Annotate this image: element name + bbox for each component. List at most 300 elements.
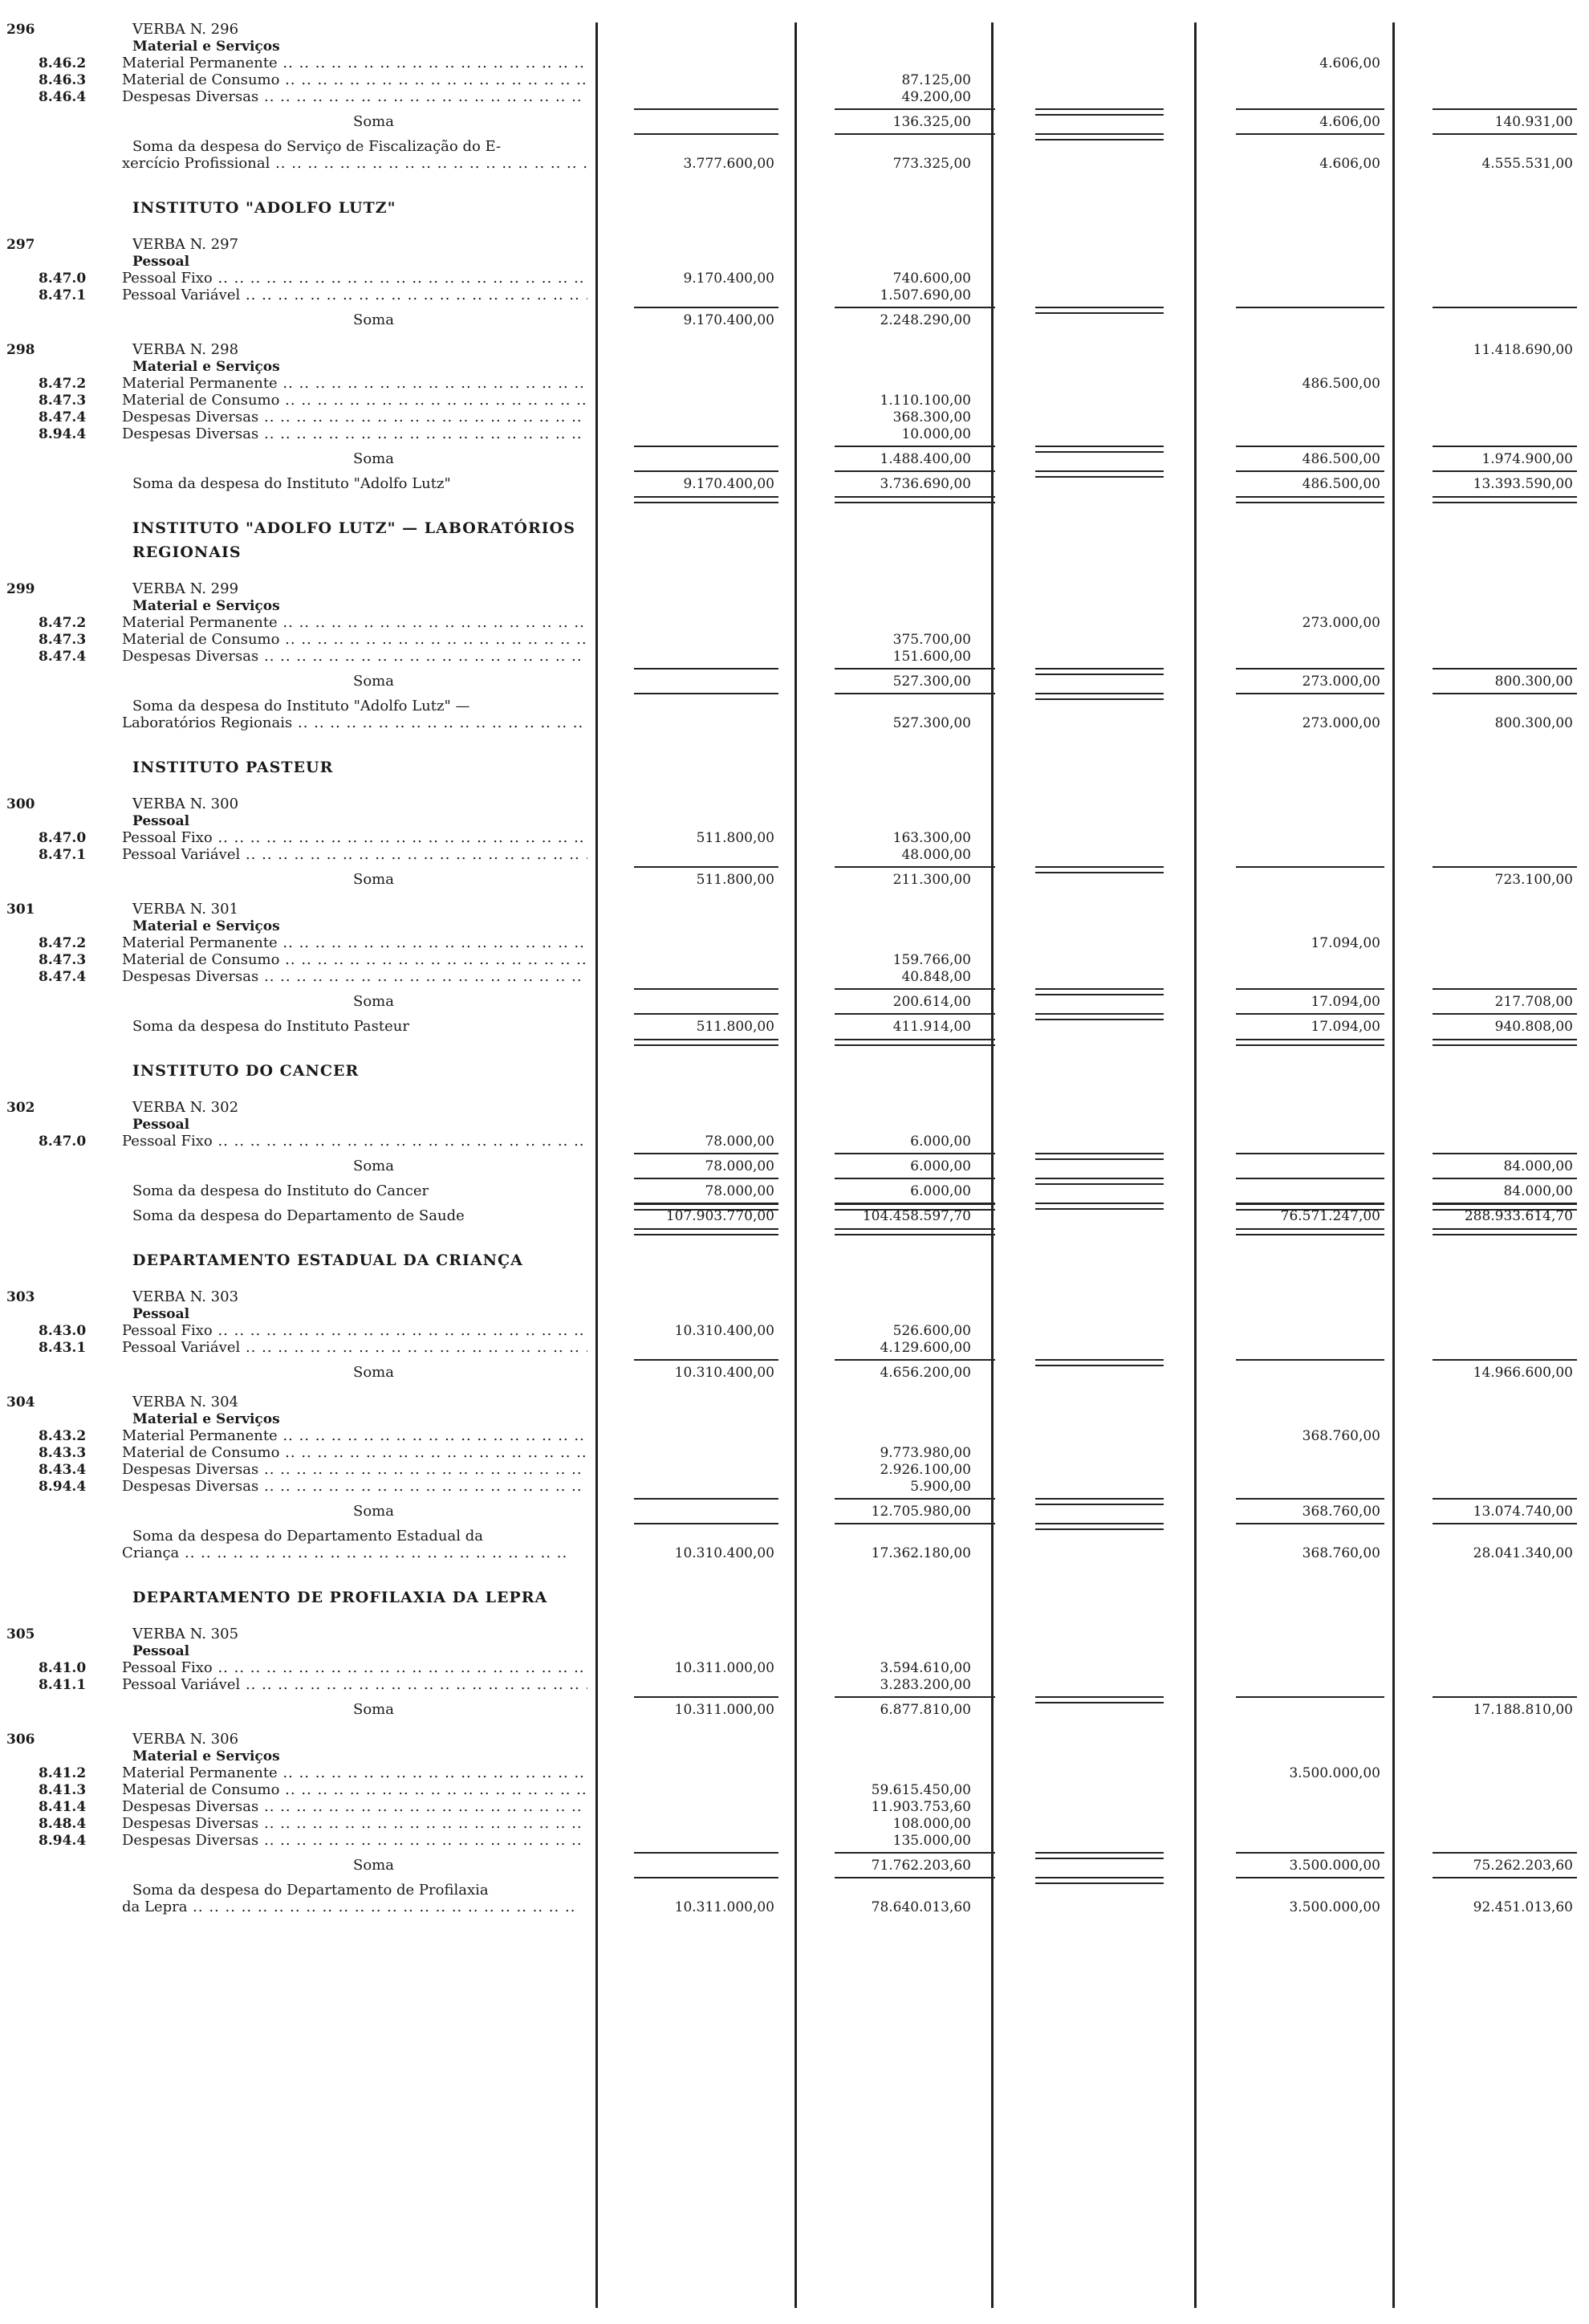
soma-label: Soma (353, 311, 394, 328)
item-code: 8.46.3 (39, 72, 87, 88)
subtotal-row (0, 673, 1589, 690)
soma-label: Soma (353, 113, 394, 130)
total-rule (835, 1523, 995, 1524)
total-rule (1433, 496, 1577, 503)
total-rule (835, 133, 995, 135)
item-label: Despesas Diversas .. .. (122, 1815, 587, 1833)
subtotal-row (0, 450, 1589, 468)
total-rule (1236, 866, 1384, 868)
category-heading: Pessoal (132, 254, 190, 270)
amount-c4: 3.500.000,00 (1289, 1858, 1380, 1874)
total-rule (1236, 133, 1384, 135)
amount-c1: 9.170.400,00 (683, 312, 774, 328)
verba-number: 304 (6, 1394, 35, 1410)
total-rule (634, 470, 778, 472)
line-item-row (0, 1322, 1589, 1340)
total-rule (1433, 133, 1577, 135)
item-code: 8.46.2 (39, 55, 87, 71)
total-rule (634, 1178, 778, 1179)
line-item-row (0, 1018, 1589, 1036)
item-code: 8.47.0 (39, 830, 87, 846)
amount-c2: 1.507.690,00 (880, 287, 971, 303)
verba-heading: VERBA N. 298 (132, 341, 239, 358)
amount-c2: 10.000,00 (901, 426, 971, 442)
item-label: Criança .. .. (122, 1545, 587, 1562)
item-code: 8.41.2 (39, 1765, 87, 1781)
line-item-row (0, 1882, 1589, 1899)
total-rule (1236, 1203, 1384, 1204)
item-label: Material de Consumo .. .. (122, 1444, 587, 1462)
item-label: Material Permanente .. .. (122, 1427, 587, 1445)
line-item-row (0, 425, 1589, 443)
total-rule (1035, 446, 1164, 453)
total-rule (835, 866, 995, 868)
total-rule (1433, 988, 1577, 990)
section-title: INSTITUTO PASTEUR (132, 759, 334, 776)
amount-c5: 14.966.600,00 (1473, 1365, 1573, 1381)
amount-c2: 375.700,00 (892, 632, 971, 648)
amount-c2: 49.200,00 (901, 89, 971, 105)
line-item-row (0, 1288, 1589, 1306)
category-heading: Pessoal (132, 1643, 190, 1659)
verba-number: 301 (6, 902, 35, 918)
line-item-row (0, 270, 1589, 287)
item-label: Despesas Diversas .. .. (122, 425, 587, 443)
total-rule (835, 1696, 995, 1698)
amount-c2: 740.600,00 (892, 271, 971, 287)
category-heading: Material e Serviços (132, 1411, 280, 1427)
amount-c5: 17.188.810,00 (1473, 1702, 1573, 1718)
amount-c4: 3.500.000,00 (1289, 1765, 1380, 1781)
line-item-row (0, 614, 1589, 632)
item-code: 8.47.2 (39, 376, 87, 392)
total-rule (1035, 866, 1164, 873)
amount-c2: 527.300,00 (892, 715, 971, 731)
total-rule (1035, 1178, 1164, 1185)
item-code: 8.41.3 (39, 1782, 87, 1798)
item-code: 8.47.0 (39, 271, 87, 287)
verba-number: 300 (6, 796, 35, 812)
item-label: da Lepra .. .. (122, 1899, 587, 1916)
amount-c2: 48.000,00 (901, 847, 971, 863)
amount-c2: 71.762.203,60 (871, 1858, 971, 1874)
line-item-row (0, 1626, 1589, 1643)
section-title-row (0, 1589, 1589, 1606)
amount-c5: 13.393.590,00 (1473, 476, 1573, 492)
category-heading: Pessoal (132, 1306, 190, 1322)
item-label: Laboratórios Regionais .. .. (122, 714, 587, 732)
line-item-row (0, 901, 1589, 918)
total-rule (1236, 1359, 1384, 1361)
section-title: DEPARTAMENTO DE PROFILAXIA DA LEPRA (132, 1589, 548, 1606)
amount-c2: 4.656.200,00 (880, 1365, 971, 1381)
line-item-row (0, 918, 1589, 935)
item-code: 8.47.2 (39, 615, 87, 631)
amount-c2: 159.766,00 (892, 952, 971, 968)
total-label: Soma da despesa do Instituto "Adolfo Lutz" (132, 475, 451, 492)
total-label: Soma da despesa do Departamento de Saude (132, 1207, 465, 1224)
item-code: 8.47.0 (39, 1134, 87, 1150)
total-rule (835, 307, 995, 308)
amount-c1: 10.311.000,00 (674, 1702, 774, 1718)
total-rule (634, 988, 778, 990)
amount-c5: 800.300,00 (1494, 715, 1573, 731)
amount-c5: 288.933.614,70 (1464, 1208, 1573, 1224)
total-rule (1236, 988, 1384, 990)
line-item-row (0, 829, 1589, 847)
amount-c1: 3.777.600,00 (683, 156, 774, 172)
total-rule (835, 108, 995, 110)
item-label: Despesas Diversas .. .. (122, 1798, 587, 1816)
total-rule (634, 1696, 778, 1698)
line-item-row (0, 1427, 1589, 1445)
total-rule (634, 307, 778, 308)
amount-c2: 368.300,00 (892, 409, 971, 425)
line-item-row (0, 714, 1589, 732)
verba-heading: VERBA N. 304 (132, 1394, 239, 1410)
line-item-row (0, 1478, 1589, 1496)
item-label: Pessoal Fixo .. .. (122, 270, 587, 287)
line-item-row (0, 968, 1589, 986)
item-label: Pessoal Fixo .. .. (122, 829, 587, 847)
soma-label: Soma (353, 993, 394, 1010)
item-label: Material de Consumo .. .. (122, 631, 587, 649)
total-rule (1433, 1178, 1577, 1179)
subtotal-row (0, 1701, 1589, 1719)
amount-c2: 104.458.597,70 (862, 1208, 971, 1224)
total-rule (835, 1039, 995, 1046)
amount-c2: 59.615.450,00 (871, 1782, 971, 1798)
amount-c5: 940.808,00 (1494, 1019, 1573, 1035)
verba-number: 306 (6, 1732, 35, 1748)
item-code: 8.41.1 (39, 1677, 87, 1693)
verba-heading: VERBA N. 297 (132, 236, 239, 253)
line-item-row (0, 698, 1589, 715)
item-label: Material Permanente .. .. (122, 934, 587, 952)
amount-c5: 92.451.013,60 (1473, 1899, 1573, 1915)
total-rule (1236, 1877, 1384, 1878)
category-heading: Pessoal (132, 813, 190, 829)
total-rule (1433, 446, 1577, 447)
amount-c2: 3.283.200,00 (880, 1677, 971, 1693)
amount-c2: 6.000,00 (910, 1183, 971, 1199)
amount-c2: 163.300,00 (892, 830, 971, 846)
line-item-row (0, 1207, 1589, 1225)
item-code: 8.46.4 (39, 89, 87, 105)
total-rule (1433, 1228, 1577, 1235)
line-item-row (0, 796, 1589, 813)
total-rule (1433, 1203, 1577, 1204)
item-label: Pessoal Fixo .. .. (122, 1133, 587, 1150)
amount-c2: 411.914,00 (892, 1019, 971, 1035)
total-rule (1433, 1523, 1577, 1524)
item-label: Material de Consumo .. .. (122, 392, 587, 409)
total-rule (835, 1359, 995, 1361)
total-rule (634, 1359, 778, 1361)
line-item-row (0, 236, 1589, 254)
category-heading: Pessoal (132, 1117, 190, 1133)
item-code: 8.47.4 (39, 409, 87, 425)
amount-c4: 486.500,00 (1302, 451, 1380, 467)
total-rule (634, 496, 778, 503)
line-item-row (0, 55, 1589, 72)
total-rule (835, 693, 995, 694)
total-rule (634, 1153, 778, 1154)
total-rule (1433, 1498, 1577, 1500)
amount-c2: 78.640.013,60 (871, 1899, 971, 1915)
total-rule (835, 1498, 995, 1500)
total-rule (1236, 1178, 1384, 1179)
line-item-row (0, 1815, 1589, 1833)
total-rule (1433, 866, 1577, 868)
total-rule (1433, 668, 1577, 670)
amount-c5: 28.041.340,00 (1473, 1545, 1573, 1561)
total-rule (634, 1013, 778, 1015)
total-label: Soma da despesa do Departamento de Profilaxia (132, 1882, 489, 1899)
verba-heading: VERBA N. 302 (132, 1099, 239, 1116)
total-rule (634, 1523, 778, 1524)
amount-c2: 527.300,00 (892, 674, 971, 690)
item-code: 8.43.2 (39, 1428, 87, 1444)
total-rule (835, 446, 995, 447)
verba-number: 299 (6, 581, 35, 597)
amount-c4: 368.760,00 (1302, 1428, 1380, 1444)
total-rule (835, 496, 995, 503)
total-label: Soma da despesa do Instituto Pasteur (132, 1018, 409, 1035)
total-rule (1035, 1359, 1164, 1366)
total-rule (1433, 693, 1577, 694)
item-code: 8.41.0 (39, 1660, 87, 1676)
amount-c5: 140.931,00 (1494, 114, 1573, 130)
line-item-row (0, 1798, 1589, 1816)
total-rule (1236, 693, 1384, 694)
soma-label: Soma (353, 1701, 394, 1718)
line-item-row (0, 648, 1589, 665)
line-item-row (0, 358, 1589, 376)
total-rule (1433, 1852, 1577, 1854)
verba-heading: VERBA N. 305 (132, 1626, 239, 1642)
amount-c4: 368.760,00 (1302, 1504, 1380, 1520)
line-item-row (0, 1764, 1589, 1782)
soma-label: Soma (353, 871, 394, 888)
soma-label: Soma (353, 1857, 394, 1874)
total-rule (1236, 1523, 1384, 1524)
total-rule (634, 1852, 778, 1854)
amount-c2: 9.773.980,00 (880, 1445, 971, 1461)
item-label: Despesas Diversas .. .. (122, 1461, 587, 1479)
soma-label: Soma (353, 1503, 394, 1520)
verba-number: 298 (6, 342, 35, 358)
amount-c2: 11.903.753,60 (871, 1799, 971, 1815)
total-rule (634, 866, 778, 868)
amount-c2: 136.325,00 (892, 114, 971, 130)
amount-c5: 800.300,00 (1494, 674, 1573, 690)
amount-c5: 1.974.900,00 (1481, 451, 1573, 467)
amount-c5: 11.418.690,00 (1473, 342, 1573, 358)
line-item-row (0, 88, 1589, 106)
amount-c2: 87.125,00 (901, 72, 971, 88)
total-rule (1035, 668, 1164, 675)
line-item-row (0, 392, 1589, 409)
total-rule (1035, 133, 1164, 140)
item-code: 8.94.4 (39, 426, 87, 442)
total-rule (835, 1153, 995, 1154)
item-code: 8.47.4 (39, 649, 87, 665)
amount-c1: 511.800,00 (696, 830, 774, 846)
total-rule (1035, 1153, 1164, 1160)
total-rule (1035, 988, 1164, 995)
line-item-row (0, 1116, 1589, 1134)
line-item-row (0, 951, 1589, 969)
total-rule (1236, 446, 1384, 447)
item-label: Material Permanente .. .. (122, 55, 587, 72)
total-rule (1236, 1153, 1384, 1154)
total-rule (1035, 693, 1164, 700)
section-title-row (0, 759, 1589, 776)
amount-c2: 12.705.980,00 (871, 1504, 971, 1520)
total-rule (1236, 1852, 1384, 1854)
item-code: 8.47.3 (39, 393, 87, 409)
item-code: 8.43.4 (39, 1462, 87, 1478)
verba-number: 305 (6, 1626, 35, 1642)
amount-c2: 6.000,00 (910, 1158, 971, 1174)
amount-c2: 6.000,00 (910, 1134, 971, 1150)
item-label: Material de Consumo .. .. (122, 951, 587, 969)
amount-c2: 151.600,00 (892, 649, 971, 665)
total-rule (835, 1877, 995, 1878)
category-heading: Material e Serviços (132, 918, 280, 934)
verba-heading: VERBA N. 299 (132, 580, 239, 597)
item-code: 8.43.1 (39, 1340, 87, 1356)
amount-c2: 200.614,00 (892, 994, 971, 1010)
amount-c1: 107.903.770,00 (665, 1208, 774, 1224)
item-label: Pessoal Variável .. .. (122, 1339, 587, 1357)
verba-number: 303 (6, 1289, 35, 1305)
total-rule (1035, 307, 1164, 314)
amount-c2: 773.325,00 (892, 156, 971, 172)
line-item-row (0, 1748, 1589, 1765)
subtotal-row (0, 1503, 1589, 1520)
total-rule (1035, 1203, 1164, 1210)
total-rule (835, 1852, 995, 1854)
item-label: Despesas Diversas .. .. (122, 88, 587, 106)
line-item-row (0, 341, 1589, 359)
total-rule (1035, 108, 1164, 116)
subtotal-row (0, 871, 1589, 889)
total-rule (1236, 1696, 1384, 1698)
subtotal-row (0, 113, 1589, 131)
amount-c5: 13.074.740,00 (1473, 1504, 1573, 1520)
amount-c1: 78.000,00 (705, 1134, 774, 1150)
item-label: Material Permanente .. .. (122, 375, 587, 393)
line-item-row (0, 475, 1589, 493)
line-item-row (0, 1528, 1589, 1545)
total-rule (1236, 1039, 1384, 1046)
amount-c2: 211.300,00 (892, 872, 971, 888)
amount-c4: 17.094,00 (1311, 1019, 1380, 1035)
amount-c1: 9.170.400,00 (683, 271, 774, 287)
item-label: Despesas Diversas .. .. (122, 1832, 587, 1850)
line-item-row (0, 1642, 1589, 1660)
line-item-row (0, 253, 1589, 271)
verba-heading: VERBA N. 300 (132, 796, 239, 812)
total-rule (835, 1203, 995, 1204)
item-code: 8.47.1 (39, 287, 87, 303)
total-rule (1433, 108, 1577, 110)
item-code: 8.47.4 (39, 969, 87, 985)
item-code: 8.41.4 (39, 1799, 87, 1815)
total-rule (835, 1228, 995, 1235)
total-rule (1035, 1013, 1164, 1020)
amount-c1: 9.170.400,00 (683, 476, 774, 492)
total-rule (1236, 108, 1384, 110)
line-item-row (0, 934, 1589, 952)
section-title: INSTITUTO "ADOLFO LUTZ" (132, 199, 396, 217)
line-item-row (0, 21, 1589, 39)
total-label: Soma da despesa do Instituto "Adolfo Lutz" — (132, 698, 470, 714)
total-rule (1236, 1498, 1384, 1500)
amount-c2: 1.110.100,00 (880, 393, 971, 409)
line-item-row (0, 1832, 1589, 1850)
item-code: 8.48.4 (39, 1816, 87, 1832)
amount-c4: 4.606,00 (1319, 55, 1380, 71)
line-item-row (0, 597, 1589, 615)
line-item-row (0, 375, 1589, 393)
total-rule (1236, 1228, 1384, 1235)
item-label: Material Permanente .. .. (122, 614, 587, 632)
item-code: 8.94.4 (39, 1479, 87, 1495)
amount-c1: 78.000,00 (705, 1158, 774, 1174)
line-item-row (0, 409, 1589, 426)
line-item-row (0, 580, 1589, 598)
line-item-row (0, 71, 1589, 89)
line-item-row (0, 1182, 1589, 1200)
total-rule (1433, 1153, 1577, 1154)
amount-c2: 5.900,00 (910, 1479, 971, 1495)
amount-c5: 75.262.203,60 (1473, 1858, 1573, 1874)
amount-c2: 1.488.400,00 (880, 451, 971, 467)
item-code: 8.47.3 (39, 952, 87, 968)
total-rule (1433, 470, 1577, 472)
total-rule (1433, 307, 1577, 308)
section-title-row (0, 1252, 1589, 1269)
total-rule (1433, 1877, 1577, 1878)
line-item-row (0, 1099, 1589, 1117)
total-rule (634, 133, 778, 135)
amount-c2: 108.000,00 (892, 1816, 971, 1832)
total-rule (1035, 1877, 1164, 1884)
item-code: 8.43.0 (39, 1323, 87, 1339)
amount-c4: 17.094,00 (1311, 935, 1380, 951)
total-rule (1433, 1013, 1577, 1015)
total-rule (1236, 1013, 1384, 1015)
amount-c1: 10.310.400,00 (674, 1323, 774, 1339)
line-item-row (0, 1545, 1589, 1562)
category-heading: Material e Serviços (132, 39, 280, 55)
verba-heading: VERBA N. 301 (132, 901, 239, 918)
line-item-row (0, 1899, 1589, 1916)
amount-c4: 4.606,00 (1319, 156, 1380, 172)
soma-label: Soma (353, 450, 394, 467)
total-label: Soma da despesa do Departamento Estadual da (132, 1528, 483, 1545)
verba-heading: VERBA N. 303 (132, 1288, 239, 1305)
item-label: Material Permanente .. .. (122, 1764, 587, 1782)
amount-c4: 368.760,00 (1302, 1545, 1380, 1561)
total-rule (634, 1498, 778, 1500)
item-label: Despesas Diversas .. .. (122, 409, 587, 426)
line-item-row (0, 631, 1589, 649)
line-item-row (0, 1133, 1589, 1150)
